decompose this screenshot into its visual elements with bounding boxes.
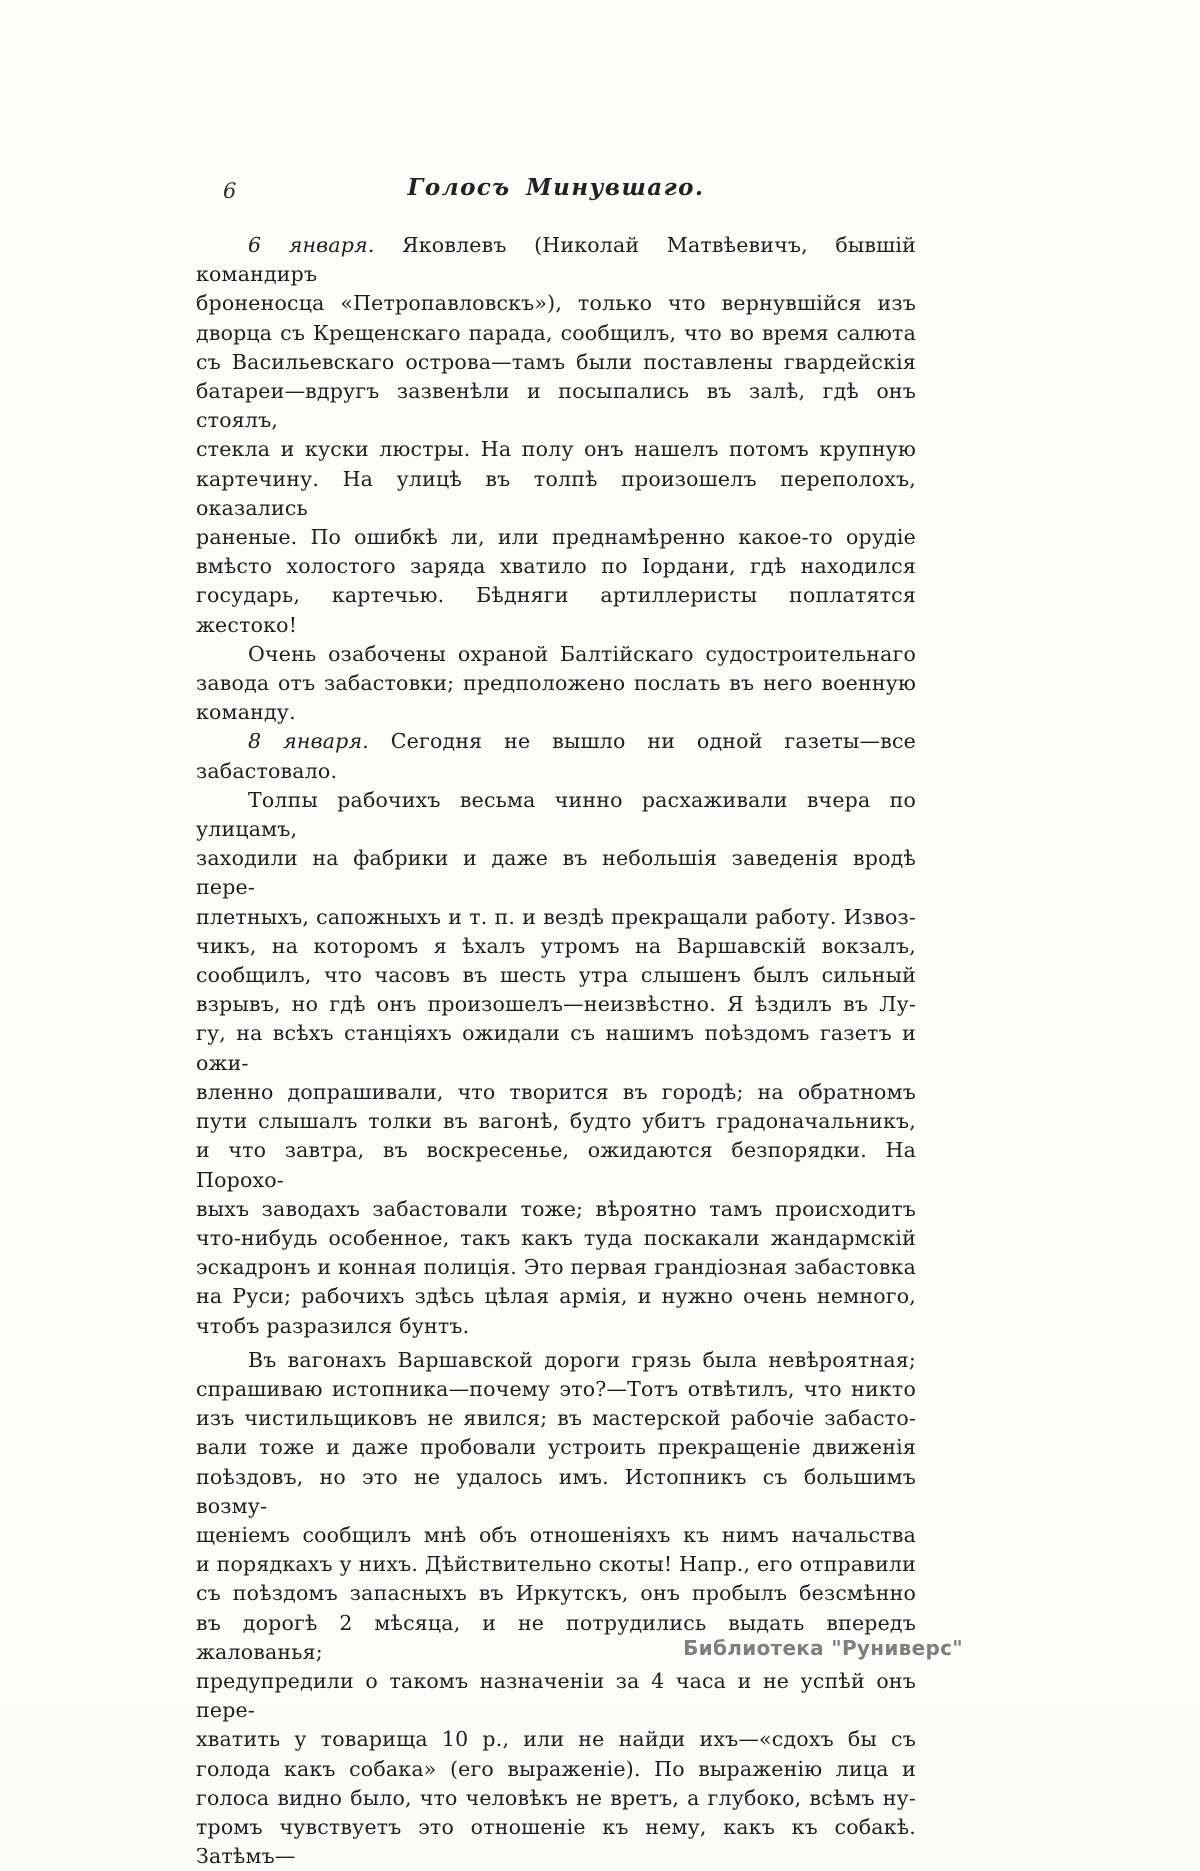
text-line: команду. (196, 700, 296, 725)
text-line: 6 января. Яковлевъ (Николай Матвѣевичъ, бывшій командиръ (196, 233, 916, 287)
text-line: стекла и куски люстры. На полу онъ нашелъ потомъ крупную (196, 437, 916, 462)
text-line: плетныхъ, сапожныхъ и т. п. и вездѣ прекращали работу. Извоз- (196, 904, 916, 929)
text-line: чтобъ разразился бунтъ. (196, 1313, 470, 1338)
text-line: броненосца «Петропавловскъ»), только что вернувшійся изъ (196, 291, 916, 316)
paragraph (196, 231, 916, 640)
text-line: съ поѣздомъ запасныхъ въ Иркутскъ, онъ пробылъ безсмѣнно (196, 1581, 916, 1606)
text-line: государь, картечью. Бѣдняги артиллеристы поплатятся жестоко! (196, 583, 916, 637)
text-line: вленно допрашивали, что творится въ городѣ; на обратномъ (196, 1079, 916, 1104)
text-line: и что завтра, въ воскресенье, ожидаются безпорядки. На Порохо- (196, 1138, 916, 1192)
text-line: Толпы рабочихъ весьма чинно расхаживали вчера по улицамъ, (196, 787, 916, 842)
text-line: вали тоже и даже пробовали устроить прекращеніе движенія (196, 1435, 916, 1460)
text-line: взрывъ, но гдѣ онъ произошелъ—неизвѣстно. Я ѣздилъ въ Лу- (196, 992, 916, 1017)
text-line: хватить у товарища 10 р., или не найди ихъ—«сдохъ бы съ (196, 1727, 916, 1752)
text-line: въ дорогѣ 2 мѣсяца, и не потрудились выдать впередъ жалованья; (196, 1610, 916, 1664)
text-line: эскадронъ и конная полиція. Это первая грандіозная забастовка (196, 1255, 916, 1280)
text-line: изъ чистильщиковъ не явился; въ мастерской рабочіе забасто- (196, 1406, 916, 1431)
page-number: 6 (223, 179, 237, 203)
paragraph (196, 640, 916, 728)
diary-date-label: 8 января. (248, 729, 369, 754)
text-line: что-нибудь особенное, такъ какъ туда поскакали жандармскій (196, 1225, 916, 1250)
text-line: раненые. По ошибкѣ ли, или преднамѣренно какое-то орудіе (196, 525, 916, 550)
text-line: сообщилъ, что часовъ въ шесть утра слышенъ былъ сильный (196, 963, 916, 988)
text-line: поѣздовъ, но это не удалось имъ. Истопникъ съ большимъ возму- (196, 1464, 916, 1518)
text-line: Очень озабочены охраной Балтійскаго судостроительнаго (248, 641, 916, 666)
paragraph (196, 786, 916, 1341)
paragraph (196, 727, 916, 785)
text-line: вмѣсто холостого заряда хватило по Іордани, гдѣ находился (196, 554, 916, 579)
text-line: 8 января. Сегодня не вышло ни одной газеты—все забастовало. (196, 729, 916, 783)
text-line: гу, на всѣхъ станціяхъ ожидали съ нашимъ поѣздомъ газетъ и ожи- (196, 1021, 916, 1075)
text-line: щеніемъ сообщилъ мнѣ объ отношеніяхъ къ нимъ начальства (196, 1522, 916, 1547)
text-line: тромъ чувствуетъ это отношеніе къ нему, какъ къ собакѣ. Затѣмъ— (196, 1814, 916, 1869)
text-line: на Руси; рабочихъ здѣсь цѣлая армія, и нужно очень немного, (196, 1284, 916, 1309)
text-line: завода отъ забастовки; предположено послать въ него военную (196, 671, 916, 696)
text-line: выхъ заводахъ забастовали тоже; вѣроятно тамъ происходитъ (196, 1196, 916, 1221)
text-line: картечину. На улицѣ въ толпѣ произошелъ переполохъ, оказались (196, 466, 916, 520)
text-line: предупредили о такомъ назначеніи за 4 часа и не успѣй онъ пере- (196, 1668, 916, 1723)
diary-date-label: 6 января. (248, 233, 375, 257)
text-line: голода какъ собака» (его выраженіе). По выраженію лица и (196, 1756, 916, 1781)
text-line: пути слышалъ толки въ вагонѣ, будто убитъ градоначальникъ, (196, 1109, 916, 1134)
text-line: и порядкахъ у нихъ. Дѣйствительно скоты! Напр., его отправили (196, 1552, 916, 1577)
library-watermark: Библиотека "Руниверс" (683, 1636, 963, 1660)
text-line: съ Васильевскаго острова—тамъ были поставлены гвардейскія (196, 349, 916, 374)
text-line: батареи—вдругъ зазвенѣли и посыпались въ залѣ, гдѣ онъ стоялъ, (196, 379, 916, 433)
text-line: спрашиваю истопника—почему это?—Тотъ отвѣтилъ, что никто (196, 1376, 916, 1401)
paragraph (196, 1346, 916, 1871)
page-body (196, 231, 916, 1871)
text-line: дворца съ Крещенскаго парада, сообщилъ, что во время салюта (196, 320, 916, 345)
text-line: Въ вагонахъ Варшавской дороги грязь была невѣроятная; (248, 1347, 916, 1372)
text-line: заходили на фабрики и даже въ небольшія заведенія вродѣ пере- (196, 846, 916, 900)
text-line: чикъ, на которомъ я ѣхалъ утромъ на Варшавскій вокзалъ, (196, 933, 916, 958)
running-title: Голосъ Минувшаго. (407, 174, 705, 201)
text-line: голоса видно было, что человѣкъ не вретъ, а глубоко, всѣмъ ну- (196, 1785, 916, 1810)
